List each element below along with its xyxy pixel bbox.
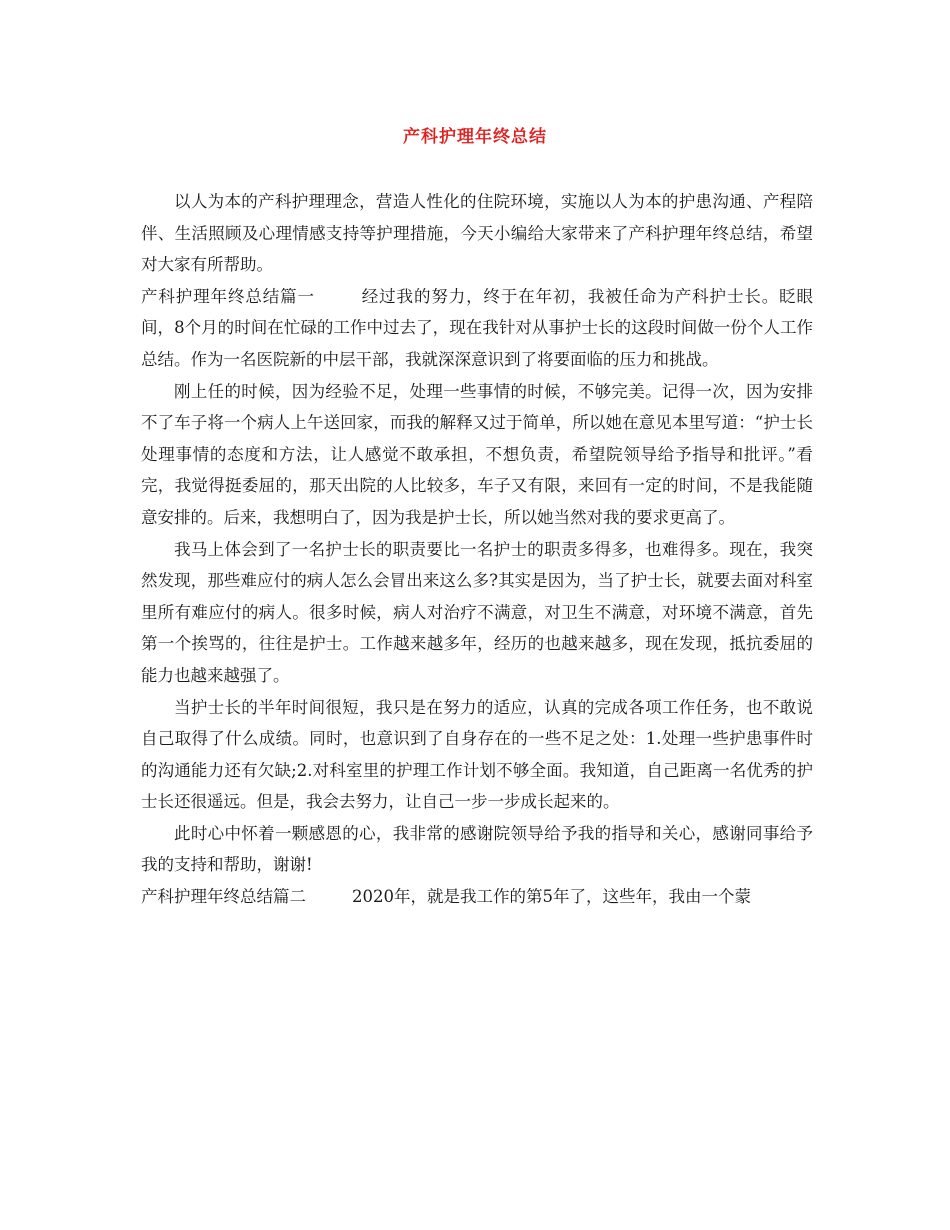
document-body [141, 186, 813, 913]
body-paragraph: 我马上体会到了一名护士长的职责要比一名护士的职责多得多，也难得多。现在，我突然发现，那些难应付的病人怎么会冒出来这么多?其实是因为，当了护士长，就要去面对科室里所有难应付的病人。很多时候，病人对治疗不满意，对卫生不满意，对环境不满意，首先第一个挨骂的，往往是护士。工作越来越多年，经历的也越来越多，现在发现，抵抗委屈的能力也越来越强了。 [141, 539, 813, 685]
intro-paragraph: 以人为本的产科护理理念，营造人性化的住院环境，实施以人为本的护患沟通、产程陪伴、生活照顾及心理情感支持等护理措施，今天小编给大家带来了产科护理年终总结，希望对大家有所帮助。 [141, 192, 813, 275]
section-1-lead: 经过我的努力，终于在年初，我被任命为产科护士长。眨眼间，8个月的时间在忙碌的工作中过去了，现在我针对从事护士长的这段时间做一份个人工作总结。作为一名医院新的中层干部，我就深深意识到了将要面临的压力和挑战。 [141, 286, 814, 369]
section-1-paragraph [141, 281, 813, 376]
body-paragraph: 当护士长的半年时间很短，我只是在努力的适应，认真的完成各项工作任务，也不敢说自己取得了什么成绩。同时，也意识到了自身存在的一些不足之处：1.处理一些护患事件时的沟通能力还有欠缺;2.对科室里的护理工作计划不够全面。我知道，自己距离一名优秀的护士长还很遥远。但是，我会去努力，让自己一步一步成长起来的。 [141, 697, 813, 812]
body-paragraph: 此时心中怀着一颗感恩的心，我非常的感谢院领导给予我的指导和关心，感谢同事给予我的支持和帮助，谢谢! [141, 823, 813, 875]
section-2-lead: 2020年，就是我工作的第5年了，这些年，我由一个蒙 [352, 887, 751, 907]
section-2-paragraph [141, 881, 813, 913]
section-1-heading: 产科护理年终总结篇一 [141, 286, 315, 306]
section-2-heading: 产科护理年终总结篇二 [141, 887, 306, 907]
document-title: 产科护理年终总结 [403, 127, 547, 147]
body-paragraph: 刚上任的时候，因为经验不足，处理一些事情的时候，不够完美。记得一次，因为安排不了车子将一个病人上午送回家，而我的解释又过于简单，所以她在意见本里写道：“护士长处理事情的态度和方法，让人感觉不敢承担，不想负责，希望院领导给予指导和批评。”看完，我觉得挺委屈的，那天出院的人比较多，车子又有限，来回有一定的时间，不是我能随意安排的。后来，我想明白了，因为我是护士长，所以她当然对我的要求更高了。 [141, 381, 813, 527]
